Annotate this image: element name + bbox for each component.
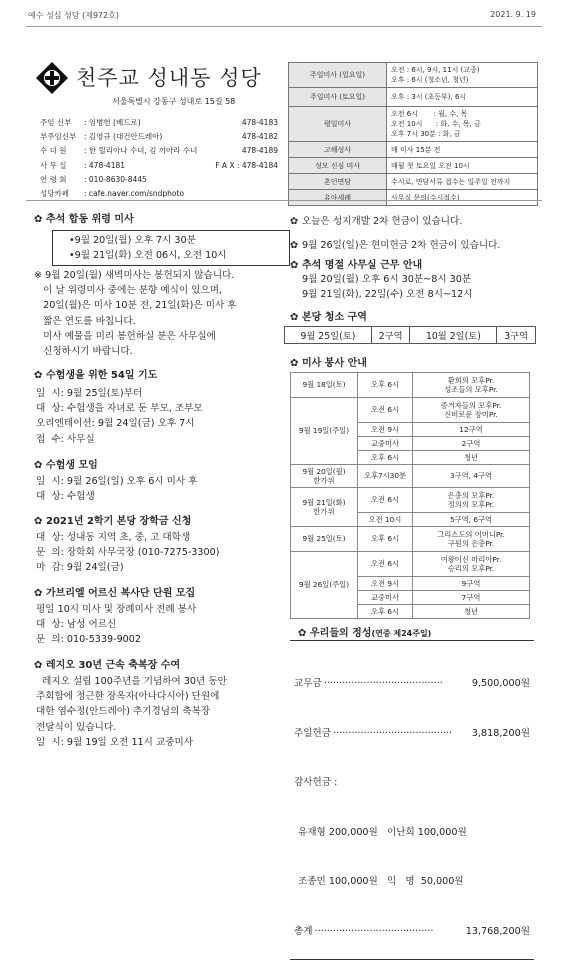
bulletin-issue: 예수 성심 성당 (제972호) [28, 11, 119, 20]
contact-label: 부주임신부 [40, 132, 77, 142]
contact-row [40, 130, 278, 144]
section-title: 수험생을 위한 54일 기도 [46, 370, 158, 381]
contact-value: : cafe.naver.com/sndphoto [84, 189, 185, 199]
mass-service-table [290, 372, 530, 619]
who-cell: 3구역, 4구역 [413, 465, 530, 488]
contact-value: : 김영규 (대건안드레아) [84, 132, 163, 142]
parish-title: 천주교 성내동 성당 [76, 66, 262, 90]
schedule-value: 수시로, 면담서류 접수는 일주일 전까지 [387, 174, 538, 190]
flower-icon: ✿ [290, 216, 299, 227]
chuseok-note: ※ 9월 20일(월) 새벽미사는 봉헌되지 않습니다. 이 날 위령미사 중에는 분향 예식이 있으며, 20일(월)은 미사 10분 전, 21일(화)은 미사 후 짧은 연도를 바칩니다. 미사 예물을 미리 봉헌하실 분은 사무실에 신청하시기 바랍니다. [34, 270, 237, 358]
schedule-row [289, 190, 538, 206]
time-cell: 오후7시30분 [358, 465, 413, 488]
cleaning-cell: 9월 25일(토) [285, 327, 372, 344]
schedule-row [289, 63, 538, 88]
contact-phone: F A X : 478-4184 [215, 160, 278, 170]
altar-servers-body: 평일 10시 미사 및 장례미사 전례 봉사 대 상: 남성 어르신 문 의: 010-5339-9002 [36, 604, 197, 646]
time-cell: 교중미사 [358, 437, 413, 451]
flower-icon: ✿ [34, 660, 43, 671]
finance-thanks: 유재형 200,000원 이난희 100,000원 [298, 826, 467, 838]
who-cell: 환희의 모후Pr. 성조들의 모후Pr. [413, 373, 530, 398]
finance-label: 주일헌금 [294, 727, 332, 739]
schedule-value: 오후 : 3시 (초등부), 6시 [387, 88, 538, 107]
contact-value: : 478-4181 [84, 160, 126, 170]
schedule-value: 사무실 문의(수시접수) [387, 190, 538, 206]
schedule-label: 유아세례 [289, 190, 387, 206]
contact-row [40, 159, 278, 173]
finance-line [294, 676, 530, 693]
dot-leader: ······································· [314, 925, 434, 937]
schedule-row [289, 107, 538, 142]
schedule-value: 오전 : 6시, 9시, 11시 (교중) 오후 : 6시 (청소년, 청년) [387, 63, 538, 88]
finance-amount: 13,768,200원 [465, 925, 530, 937]
table-row [291, 552, 530, 577]
section-legio [34, 656, 180, 671]
cleaning-cell: 2구역 [371, 327, 410, 344]
time-cell: 교중미사 [358, 591, 413, 605]
section-title: 미사 봉사 안내 [302, 358, 367, 369]
time-cell: 오후 6시 [358, 451, 413, 465]
contact-label: 주임 신부 [40, 118, 72, 127]
news-item [290, 234, 500, 258]
schedule-table [288, 62, 538, 206]
contact-phone: 478-4183 [241, 118, 278, 127]
contact-row [40, 144, 278, 158]
church-logo-icon [34, 60, 70, 96]
office-hours-body: 9월 20일(월) 오후 6시 30분~8시 30분 9월 21일(화), 22일(수) 오전 8시~12시 [302, 274, 473, 301]
flower-icon: ✿ [34, 588, 43, 599]
time-cell: 오전 10시 [358, 513, 413, 527]
schedule-row [289, 142, 538, 158]
exam-meeting-body: 일 시: 9월 26일(일) 오후 6시 미사 후 대 상: 수험생 [36, 476, 198, 503]
section-exam-prayer [34, 366, 157, 381]
section-exam-meeting [34, 456, 98, 471]
date-cell: 9월 20일(월) 한가위 [291, 465, 358, 488]
dot-leader: ······································· [323, 678, 443, 689]
finance-label: 총계 [294, 925, 313, 937]
time-cell: 오전 6시 [358, 552, 413, 577]
flower-icon: ✿ [34, 460, 43, 471]
flower-icon: ✿ [290, 240, 299, 251]
schedule-label: 성모 신심 미사 [289, 158, 387, 174]
contact-value: : 한 릴리아나 수녀, 김 끼아라 수녀 [84, 146, 198, 156]
who-cell: 청년 [413, 605, 530, 619]
date-cell: 9월 25일(토) [291, 527, 358, 552]
cleaning-cell: 3구역 [497, 327, 536, 344]
table-row [291, 488, 530, 513]
exam-prayer-body: 일 시: 9월 25일(토)부터 대 상: 수험생을 자녀로 둔 부모, 조부모 오리엔테이션: 9월 24일(금) 오후 7시 접 수: 사무실 [36, 388, 203, 445]
schedule-label: 평일미사 [289, 107, 387, 142]
contact-label: 사 무 실 [40, 160, 67, 170]
time-cell: 오후 6시 [358, 527, 413, 552]
contact-row [40, 116, 278, 130]
date-cell: 9월 18일(토) [291, 373, 358, 398]
schedule-row [289, 88, 538, 107]
finance-amount: 9,500,000원 [471, 678, 530, 689]
flower-icon: ✿ [298, 628, 307, 639]
flower-icon: ✿ [34, 370, 43, 381]
date-cell: 9월 19일(주일) [291, 398, 358, 465]
who-cell: 5구역, 6구역 [413, 513, 530, 527]
chuseok-line: •9월 21일(화) 오전 06시, 오전 10시 [69, 250, 227, 261]
section-mass-service [290, 354, 367, 369]
legio-body: 레지오 설립 100주년을 기념하여 30년 동안 주회합에 정근한 장옥자(아나다시아) 단원에 대한 염수정(안드레아) 추기경님의 축복장 전달식이 있습니다. 일 시: 9월 19일 오전 11시 교중미사 [36, 676, 227, 748]
section-office-hours [290, 256, 422, 271]
table-row [291, 373, 530, 398]
contact-phone: 478-4182 [241, 132, 278, 142]
flower-icon: ✿ [290, 358, 299, 369]
section-altar-servers [34, 584, 195, 599]
finance-line [294, 726, 530, 743]
time-cell: 오후 6시 [358, 605, 413, 619]
who-cell: 그리스도의 어머니Pr. 구원의 은총Pr. [413, 527, 530, 552]
who-cell: 여왕이신 마리아Pr. 승리의 모후Pr. [413, 552, 530, 577]
who-cell: 12구역 [413, 423, 530, 437]
time-cell: 오전 6시 [358, 488, 413, 513]
finance-thanks-label: 감사헌금 : [294, 777, 338, 788]
contact-phone: 478-4189 [241, 146, 278, 156]
section-title: 레지오 30년 근속 축복장 수여 [46, 660, 181, 671]
section-title: 본당 청소 구역 [302, 312, 367, 323]
finance-thanks: 조종민 100,000원 익 명 50,000원 [298, 876, 464, 887]
time-cell: 오전 6시 [358, 398, 413, 423]
table-row [291, 527, 530, 552]
header-rule [26, 26, 542, 27]
schedule-value: 매 미사 15분 전 [387, 142, 538, 158]
scholarship-body: 대 상: 성내동 지역 초, 중, 고 대학생 문 의: 장학회 사무국장 (010-7275-3300) 마 감: 9월 24일(금) [36, 532, 220, 574]
schedule-label: 주일미사 (토요일) [289, 88, 387, 107]
time-cell: 오후 6시 [358, 373, 413, 398]
section-chuseok-mass [34, 210, 134, 225]
section-subtitle: (연중 제24주일) [371, 629, 432, 638]
bulletin-date: 2021. 9. 19 [490, 10, 536, 19]
schedule-value: 매월 첫 토요일 오전 10시 [387, 158, 538, 174]
section-scholarship [34, 512, 191, 527]
schedule-label: 고해성사 [289, 142, 387, 158]
time-cell: 오전 9시 [358, 577, 413, 591]
schedule-label: 혼인면담 [289, 174, 387, 190]
section-title: 2021년 2학기 본당 장학금 신청 [46, 516, 192, 527]
contact-value: : 010-8630-8445 [84, 174, 147, 184]
flower-icon: ✿ [34, 516, 43, 527]
dot-leader: ······································· [333, 727, 453, 739]
time-cell: 오전 9시 [358, 423, 413, 437]
section-title: 우리들의 정성 [310, 628, 372, 639]
date-cell: 9월 26일(주일) [291, 552, 358, 619]
who-cell: 2구역 [413, 437, 530, 451]
finance-amount: 3,818,200원 [471, 727, 530, 739]
contact-label: 성당카페 [40, 189, 69, 199]
table-row [291, 465, 530, 488]
section-title: 추석 명절 사무실 근무 안내 [302, 260, 423, 271]
schedule-row [289, 158, 538, 174]
contact-list [40, 116, 278, 201]
contact-label: 수 녀 원 [40, 146, 67, 156]
parish-address: 서울특별시 강동구 성내로 15길 58 [112, 97, 236, 106]
who-cell: 증거자들의 모후Pr. 신비로운 장미Pr. [413, 398, 530, 423]
news-item [290, 210, 500, 234]
cleaning-table [284, 326, 536, 344]
section-rule [26, 200, 542, 201]
who-cell: 청년 [413, 451, 530, 465]
section-title: 수험생 모임 [46, 460, 98, 471]
news-list [290, 210, 500, 258]
contact-label: 연 령 회 [40, 174, 67, 184]
finance-total [294, 924, 530, 941]
finance-label: 교무금 [294, 678, 322, 689]
table-row [291, 398, 530, 423]
contact-row [40, 173, 278, 187]
section-title: 가브리엘 어르신 복사단 단원 모집 [46, 588, 196, 599]
date-cell: 9월 21일(화) 한가위 [291, 488, 358, 527]
schedule-label: 주일미사 (일요일) [289, 63, 387, 88]
section-cleaning [290, 308, 367, 323]
flower-icon: ✿ [34, 214, 43, 225]
flower-icon: ✿ [290, 260, 299, 271]
schedule-value: 오전 6시 : 월, 수, 목 오전 10시 : 화, 수, 목, 금 오후 7시 30분 : 화, 금 [387, 107, 538, 142]
chuseok-line: •9월 20일(월) 오후 7시 30분 [69, 235, 196, 246]
who-cell: 은총의 모후Pr. 정의의 모후Pr. [413, 488, 530, 513]
flower-icon: ✿ [290, 312, 299, 323]
news-text: 9월 26일(일)은 현미헌금 2차 헌금이 있습니다. [302, 240, 501, 251]
who-cell: 7구역 [413, 591, 530, 605]
cleaning-cell: 10월 2일(토) [410, 327, 497, 344]
chuseok-box [52, 230, 290, 266]
who-cell: 9구역 [413, 577, 530, 591]
section-finance [298, 624, 431, 639]
contact-value: : 임병헌 (베드로) [84, 118, 141, 127]
schedule-row [289, 174, 538, 190]
section-title: 추석 합동 위령 미사 [46, 214, 134, 225]
news-text: 오늘은 성지개발 2차 헌금이 있습니다. [302, 216, 463, 227]
